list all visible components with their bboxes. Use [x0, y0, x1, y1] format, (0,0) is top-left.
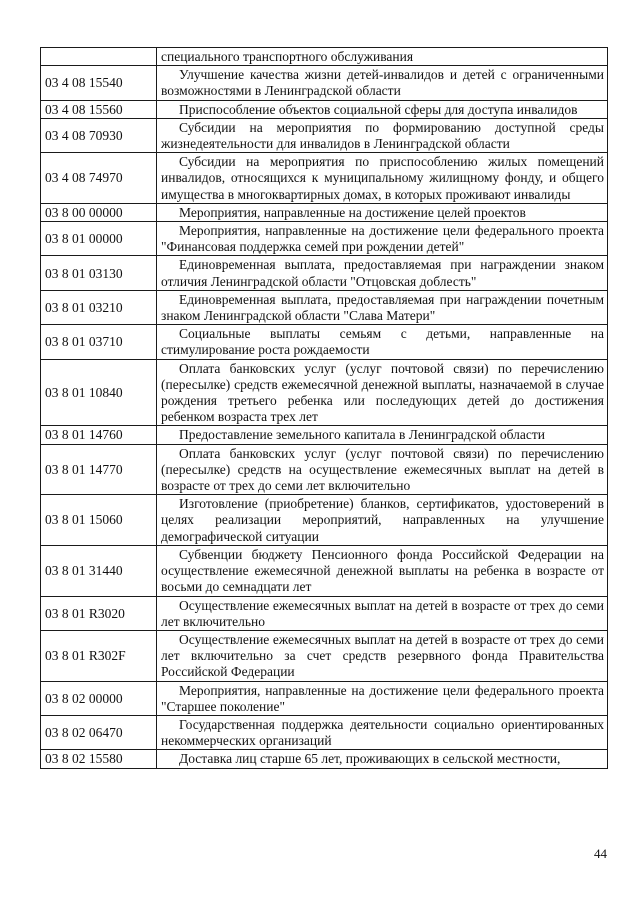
table-row — [41, 596, 608, 630]
table-row — [41, 256, 608, 290]
row-code: 03 8 01 10840 — [41, 359, 157, 426]
row-description: Улучшение качества жизни детей-инвалидов и детей с ограниченными возможностями в Ленинградской области — [157, 66, 608, 100]
row-code: 03 8 01 R3020 — [41, 596, 157, 630]
row-description: Приспособление объектов социальной сферы для доступа инвалидов — [157, 100, 608, 118]
row-code: 03 8 01 03710 — [41, 325, 157, 359]
row-code: 03 8 01 03210 — [41, 290, 157, 324]
budget-codes-table — [40, 47, 608, 769]
row-description: Мероприятия, направленные на достижение цели федерального проекта "Старшее поколение" — [157, 681, 608, 715]
row-code: 03 4 08 74970 — [41, 153, 157, 204]
table-row — [41, 359, 608, 426]
row-code: 03 4 08 15560 — [41, 100, 157, 118]
row-description: Единовременная выплата, предоставляемая при награждении знаком отличия Ленинградской области "Отцовская доблесть" — [157, 256, 608, 290]
table-row — [41, 100, 608, 118]
row-description: Изготовление (приобретение) бланков, сертификатов, удостоверений в целях реализации мероприятий, направленных на улучшение демографической ситуации — [157, 495, 608, 546]
row-code: 03 8 01 00000 — [41, 222, 157, 256]
row-description: Оплата банковских услуг (услуг почтовой связи) по перечислению (пересылке) средств на осуществление ежемесячных выплат на детей в возрасте от трех до семи лет включительно — [157, 444, 608, 495]
row-description: Единовременная выплата, предоставляемая при награждении почетным знаком Ленинградской области "Слава Матери" — [157, 290, 608, 324]
row-code: 03 8 01 14770 — [41, 444, 157, 495]
table-row — [41, 630, 608, 681]
row-code: 03 8 01 14760 — [41, 426, 157, 444]
row-code: 03 8 01 15060 — [41, 495, 157, 546]
table-row — [41, 681, 608, 715]
row-description: Осуществление ежемесячных выплат на детей в возрасте от трех до семи лет включительно — [157, 596, 608, 630]
page-number: 44 — [594, 846, 607, 861]
row-code: 03 8 01 03130 — [41, 256, 157, 290]
table-row — [41, 444, 608, 495]
row-description: специального транспортного обслуживания — [157, 48, 608, 66]
row-description: Доставка лиц старше 65 лет, проживающих в сельской местности, — [157, 750, 608, 768]
row-code: 03 8 02 15580 — [41, 750, 157, 768]
row-description: Субсидии на мероприятия по формированию доступной среды жизнедеятельности для инвалидов в Ленинградской области — [157, 118, 608, 152]
table-row — [41, 66, 608, 100]
table-row — [41, 426, 608, 444]
row-code: 03 4 08 70930 — [41, 118, 157, 152]
table-row — [41, 715, 608, 749]
table-row — [41, 203, 608, 221]
row-description: Социальные выплаты семьям с детьми, направленные на стимулирование роста рождаемости — [157, 325, 608, 359]
row-description: Субвенции бюджету Пенсионного фонда Российской Федерации на осуществление ежемесячной денежной выплаты на ребенка в возрасте от восьми до семнадцати лет — [157, 545, 608, 596]
row-description: Мероприятия, направленные на достижение целей проектов — [157, 203, 608, 221]
table-row — [41, 545, 608, 596]
row-code: 03 8 02 06470 — [41, 715, 157, 749]
table-row — [41, 153, 608, 204]
row-description: Предоставление земельного капитала в Ленинградской области — [157, 426, 608, 444]
row-description: Оплата банковских услуг (услуг почтовой связи) по перечислению (пересылке) средств ежемесячной денежной выплаты, назначаемой в случае рождения третьего ребенка или последующих детей до достижения ребенком возраста трех лет — [157, 359, 608, 426]
table-row — [41, 222, 608, 256]
row-code: 03 8 02 00000 — [41, 681, 157, 715]
table-row — [41, 118, 608, 152]
table-row — [41, 750, 608, 768]
row-code — [41, 48, 157, 66]
row-description: Мероприятия, направленные на достижение цели федерального проекта "Финансовая поддержка семей при рождении детей" — [157, 222, 608, 256]
row-description: Государственная поддержка деятельности социально ориентированных некоммерческих организаций — [157, 715, 608, 749]
table-body — [41, 48, 608, 769]
row-description: Осуществление ежемесячных выплат на детей в возрасте от трех до семи лет включительно за счет средств резервного фонда Правительства Российской Федерации — [157, 630, 608, 681]
row-code: 03 8 01 31440 — [41, 545, 157, 596]
row-code: 03 4 08 15540 — [41, 66, 157, 100]
table-row — [41, 48, 608, 66]
table-row — [41, 290, 608, 324]
row-code: 03 8 01 R302F — [41, 630, 157, 681]
table-row — [41, 325, 608, 359]
row-description: Субсидии на мероприятия по приспособлению жилых помещений инвалидов, относящихся к муниципальному жилищному фонду, и общего имущества в многоквартирных домах, в которых проживают инвалиды — [157, 153, 608, 204]
table-row — [41, 495, 608, 546]
row-code: 03 8 00 00000 — [41, 203, 157, 221]
